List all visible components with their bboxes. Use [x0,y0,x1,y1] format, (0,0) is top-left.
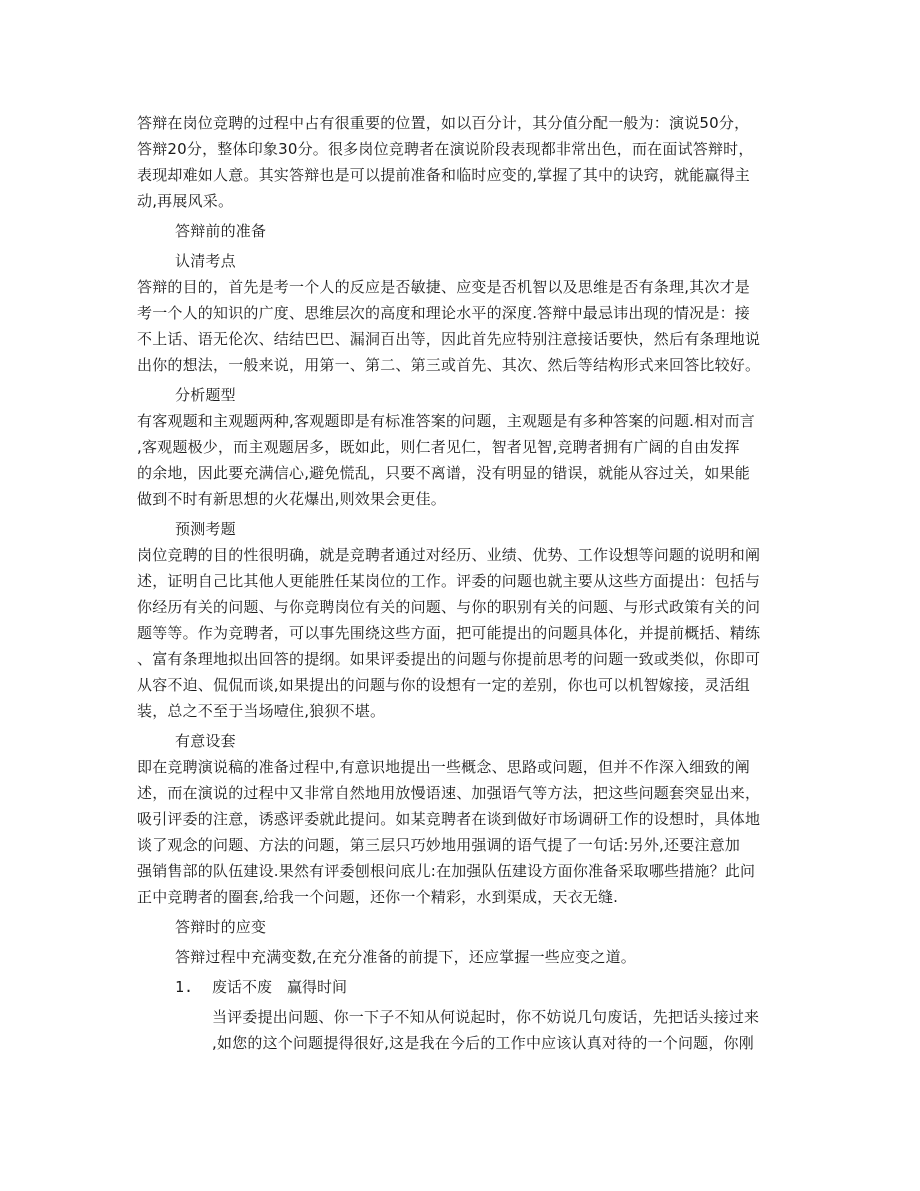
predict-questions-line-7: 装，总之不至于当场噎住,狼狈不堪。 [137,702,386,720]
subsection-title-exam-points: 认清考点 [175,252,236,270]
set-traps-line-5: 强销售部的队伍建设.果然有评委刨根问底儿:在加强队伍建设方面你准备采取哪些措施？此问 [137,862,756,880]
list-item-number-1: 1. [175,978,194,996]
subsection-title-set-traps: 有意设套 [175,732,236,750]
set-traps-line-4: 谈了观念的问题、方法的问题，第三层只巧妙地用强调的语气提了一句话:另外,还要注意加 [137,836,741,854]
response-intro-line: 答辩过程中充满变数,在充分准备的前提下，还应掌握一些应变之道。 [175,948,636,966]
question-types-line-3: 的余地，因此要充满信心,避免慌乱，只要不离谱，没有明显的错误，就能从容过关，如果能 [137,464,750,482]
predict-questions-line-1: 岗位竞聘的目的性很明确，就是竞聘者通过对经历、业绩、优势、工作设想等问题的说明和阐 [137,546,761,564]
exam-points-line-2: 考一个人的知识的广度、思维层次的高度和理论水平的深度.答辩中最忌讳出现的情况是：接 [137,304,750,322]
intro-line-4: 动,再展风采。 [137,192,234,210]
intro-line-3: 表现却难如人意。其实答辩也是可以提前准备和临时应变的,掌握了其中的诀窍，就能赢得主 [137,166,750,184]
subsection-title-question-types: 分析题型 [175,386,236,404]
predict-questions-line-5: 、富有条理地拟出回答的提纲。如果评委提出的问题与你提前思考的问题一致或类似，你即可 [137,650,761,668]
predict-questions-line-4: 题等等。作为竞聘者，可以事先围绕这些方面，把可能提出的问题具体化，并提前概括、精练 [137,624,761,642]
set-traps-line-6: 正中竞聘者的圈套,给我一个问题，还你一个精彩，水到渠成，天衣无缝. [137,888,619,906]
intro-line-2: 答辩20分，整体印象30分。很多岗位竞聘者在演说阶段表现都非常出色，而在面试答辩时， [137,140,754,158]
predict-questions-line-6: 从容不迫、侃侃而谈,如果提出的问题与你的设想有一定的差别，你也可以机智嫁接，灵活组 [137,676,750,694]
list-item-title-1: 废话不废 赢得时间 [212,978,348,996]
exam-points-line-4: 出你的想法，一般来说，用第一、第二、第三或首先、其次、然后等结构形式来回答比较好。 [137,356,761,374]
predict-questions-line-2: 述，证明自己比其他人更能胜任某岗位的工作。评委的问题也就主要从这些方面提出：包括与 [137,572,761,590]
list-item-1-line-2: ,如您的这个问题提得很好,这是我在今后的工作中应该认真对待的一个问题，你刚 [212,1034,754,1052]
section-title-prep: 答辩前的准备 [175,222,267,240]
set-traps-line-3: 吸引评委的注意，诱惑评委就此提问。如某竞聘者在谈到做好市场调研工作的设想时，具体地 [137,810,761,828]
set-traps-line-1: 即在竞聘演说稿的准备过程中,有意识地提出一些概念、思路或问题，但并不作深入细致的阐 [137,758,750,776]
question-types-line-2: ,客观题极少，而主观题居多，既如此，则仁者见仁，智者见智,竞聘者拥有广阔的自由发挥 [137,438,740,456]
subsection-title-predict-questions: 预测考题 [175,520,236,538]
section-title-response: 答辩时的应变 [175,918,267,936]
exam-points-line-1: 答辩的目的，首先是考一个人的反应是否敏捷、应变是否机智以及思维是否有条理,其次才是 [137,278,750,296]
intro-line-1: 答辩在岗位竞聘的过程中占有很重要的位置，如以百分计，其分值分配一般为：演说50分， [137,114,750,132]
set-traps-line-2: 述，而在演说的过程中又非常自然地用放慢语速、加强语气等方法，把这些问题套突显出来， [137,784,761,802]
question-types-line-4: 做到不时有新思想的火花爆出,则效果会更佳。 [137,490,446,508]
predict-questions-line-3: 你经历有关的问题、与你竞聘岗位有关的问题、与你的职别有关的问题、与形式政策有关的问 [137,598,761,616]
exam-points-line-3: 不上话、语无伦次、结结巴巴、漏洞百出等，因此首先应特别注意接话要快，然后有条理地说 [137,330,761,348]
list-item-1-line-1: 当评委提出问题、你一下子不知从何说起时，你不妨说几句废话，先把话头接过来 [212,1008,760,1026]
question-types-line-1: 有客观题和主观题两种,客观题即是有标准答案的问题，主观题是有多种答案的问题.相对而言 [137,412,755,430]
